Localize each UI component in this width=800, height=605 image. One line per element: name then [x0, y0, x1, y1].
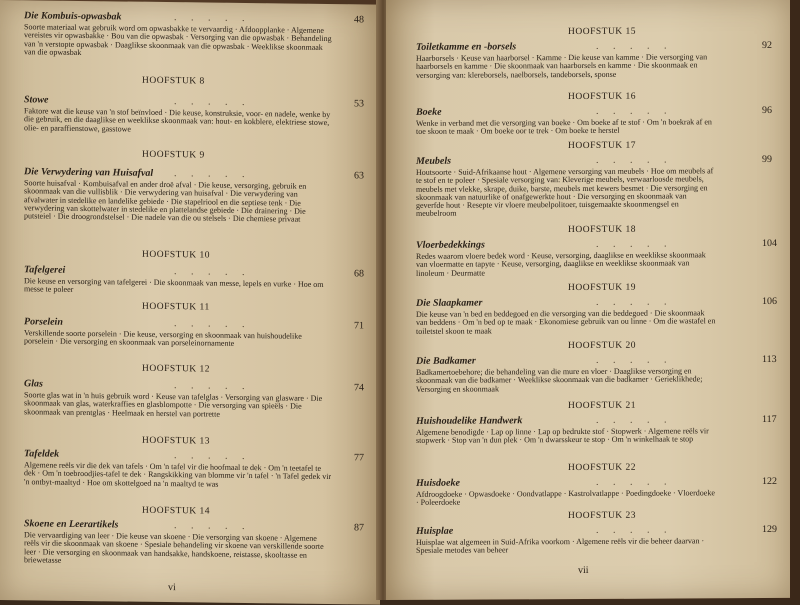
section-summary: Wenke in verband met die versorging van boeke · Om boeke af te stof · Om 'n boekrak af en toe skoon te maak · Om boeke oor te trek · Om boeke te herstel	[416, 117, 712, 137]
section-summary: Faktore wat die keuse van 'n stof beïnvloed · Die keuse, konstruksie, voor- en nadele, wenke by die gebruik, en die daaglikse en weeklikse skoonmaak van: hout- en kokblere, elektriese stowe, olie- en paraffienstowe, gasstowe	[24, 106, 331, 134]
toc-entry	[416, 523, 777, 556]
toc-entry	[24, 166, 364, 224]
folio-right: vii	[578, 564, 589, 576]
page-number: 68	[354, 268, 364, 280]
page-number: 77	[354, 452, 364, 464]
page-number: 122	[762, 475, 777, 488]
chapter-heading: HOOFSTUK 21	[568, 400, 637, 412]
chapter-heading: HOOFSTUK 17	[568, 140, 637, 152]
toc-entry	[24, 448, 364, 490]
leader-dots: . . . . .	[596, 296, 673, 308]
folio-left: vi	[168, 582, 176, 594]
section-title: Skoene en Leerartikels	[24, 518, 119, 531]
chapter-heading: HOOFSTUK 15	[568, 26, 637, 38]
chapter-heading: HOOFSTUK 9	[142, 149, 205, 161]
section-summary: Die keuse en versorging van tafelgerei · Die skoonmaak van messe, lepels en vurke · Hoe om messe te poleer	[24, 276, 324, 295]
toc-entry	[24, 10, 364, 60]
chapter-heading: HOOFSTUK 11	[142, 301, 210, 313]
section-title: Tafeldek	[24, 448, 60, 460]
section-summary: Houtsoorte · Suid-Afrikaanse hout · Algemene versorging van meubels · Hoe om meubels af te stof en te poleer · Spesiale versorging van: Kleverige meubels, verwaarloosde meubels, meubels met vlekke, skrape, duike, barste, meubels met kewers besmet · Die versorging en skoonmaak van natuurlike of onafgewerkte hout · Die versorging en skoonmaak van geverfde hout · Resepte vir vloere meubelpolitoer, tuisgemaakte skoonmengsel en meubelroom	[416, 166, 714, 219]
page-number: 104	[762, 237, 777, 250]
toc-entry	[416, 295, 777, 336]
chapter-heading: HOOFSTUK 10	[142, 249, 211, 261]
chapter-heading: HOOFSTUK 18	[568, 224, 637, 236]
page-number: 92	[762, 39, 772, 52]
toc-entry	[416, 353, 777, 394]
chapter-heading: HOOFSTUK 12	[142, 363, 211, 375]
page-number: 63	[354, 170, 364, 182]
section-title: Meubels	[416, 155, 451, 167]
leader-dots: . . . . .	[174, 266, 251, 279]
section-title: Porselein	[24, 316, 63, 328]
toc-entry	[24, 518, 364, 568]
toc-entry	[416, 237, 777, 278]
leader-dots: . . . . .	[174, 520, 251, 533]
chapter-heading: HOOFSTUK 22	[568, 462, 637, 474]
toc-entry	[416, 153, 772, 219]
section-summary: Redes waarom vloere bedek word · Keuse, versorging, daaglikse en weeklikse skoonmaak van vloermatte en tapyte · Keuse, versorging, daaglikse en weeklikse skoonmaak van linoleum · Deurmatte	[416, 250, 706, 278]
section-summary: Die vervaardiging van leer · Die keuse van skoene · Die versorging van skoene · Algemene reëls vir die skoonmaak van skoene · Spesiale behandeling vir skoene van verskillende soorte leer · Die versorging en skoonmaak van handsakke, handskoene, reistasse, skooltasse en briewetasse	[24, 530, 324, 565]
page-number: 106	[762, 295, 777, 308]
leader-dots: . . . . .	[174, 380, 251, 393]
leader-dots: . . . . .	[596, 105, 673, 117]
left-page	[0, 0, 380, 605]
section-summary: Afdroogdoeke · Opwasdoeke · Oondvatlappe · Kastrolvatlappe · Poedingdoeke · Vloerdoeke · Poleerdoeke	[416, 488, 715, 508]
section-summary: Algemene benodigde · Lap op linne · Lap op bedrukte stof · Stopwerk · Algemene reëls vir stopwerk · Stop van 'n dun plek · Om 'n dwarsskeur te stop · Om 'n winkelhaak te stop	[416, 426, 709, 446]
leader-dots: . . . . .	[596, 414, 673, 426]
right-page	[386, 0, 790, 600]
section-title: Die Badkamer	[416, 355, 476, 367]
section-summary: Haarborsels · Keuse van haarborsel · Kamme · Die keuse van kamme · Die versorging van haarborsels en kamme · Die skoonmaak van haarborsels en kamme · Die skoonmaak en versorging van: klereborsels, naelborsels, tandeborsels, sponse	[416, 52, 708, 80]
chapter-heading: HOOFSTUK 20	[568, 340, 637, 352]
page-number: 71	[354, 320, 364, 332]
chapter-heading: HOOFSTUK 8	[142, 75, 205, 87]
leader-dots: . . . . .	[596, 476, 673, 488]
toc-entry	[24, 316, 364, 349]
section-title: Huisdoeke	[416, 477, 460, 489]
leader-dots: . . . . .	[596, 524, 673, 536]
leader-dots: . . . . .	[174, 450, 251, 463]
section-title: Die Kombuis-opwasbak	[24, 10, 122, 23]
toc-entry	[416, 475, 777, 508]
leader-dots: . . . . .	[174, 168, 251, 181]
section-title: Huisplae	[416, 525, 454, 537]
chapter-heading: HOOFSTUK 23	[568, 510, 637, 522]
page-number: 113	[762, 353, 777, 366]
page-number: 87	[354, 522, 364, 534]
leader-dots: . . . . .	[174, 96, 251, 109]
page-number: 53	[354, 98, 364, 110]
toc-entry	[24, 264, 364, 297]
section-title: Vloerbedekkings	[416, 239, 485, 251]
section-summary: Soorte glas wat in 'n huis gebruik word · Keuse van tafelglas · Versorging van glasware · Die skoonmaak van glas, waterkraffies en glasblompotte · Die versorging van spieëls · Die skoonmaak van prentglas · Heelmaak en herstel van portrette	[24, 390, 323, 419]
chapter-heading: HOOFSTUK 14	[142, 505, 211, 517]
leader-dots: . . . . .	[596, 238, 673, 250]
toc-entry	[416, 39, 772, 80]
section-summary: Algemene reëls vir die dek van tafels · Om 'n tafel vir die hoofmaal te dek · Om 'n teetafel te dek · Om 'n toebroodjies-tafel te dek · Rangskikking van blomme vir 'n tafel · 'n Tafel gedek vir 'n ontbyt-maaltyd · Hoe om skottelgoed na 'n maaltyd te was	[24, 460, 332, 489]
section-title: Huishoudelike Handwerk	[416, 415, 523, 427]
section-summary: Soorte materiaal wat gebruik word om opwasbakke te vervaardig · Afdoopplanke · Algemene vereistes vir opwasbakke · Bou van die opwasbak · Versorging van die opwasbak · Behandeling van 'n verstopte opwasbak · Daaglikse skoonmaak van die opwasbak · Weeklikse skoonmaak van die opwasbak	[24, 22, 332, 57]
page-number: 117	[762, 413, 777, 426]
page-number: 48	[354, 14, 364, 26]
section-title: Boeke	[416, 106, 442, 118]
leader-dots: . . . . .	[596, 354, 673, 366]
section-summary: Huisplae wat algemeen in Suid-Afrika voorkom · Algemene reëls vir die beheer daarvan · Spesiale metodes van beheer	[416, 536, 705, 556]
chapter-heading: HOOFSTUK 19	[568, 282, 637, 294]
section-title: Toiletkamme en -borsels	[416, 41, 517, 53]
section-title: Glas	[24, 378, 43, 390]
toc-entry	[24, 378, 364, 420]
page-number: 96	[762, 104, 772, 117]
section-title: Die Slaapkamer	[416, 297, 483, 309]
leader-dots: . . . . .	[596, 40, 673, 52]
section-title: Die Verwydering van Huisafval	[24, 166, 154, 179]
chapter-heading: HOOFSTUK 13	[142, 435, 211, 447]
section-summary: Verskillende soorte porselein · Die keuse, versorging en skoonmaak van huishoudelike porselein · Die versorging en skoonmaak van porseleinornamente	[24, 328, 302, 349]
leader-dots: . . . . .	[596, 154, 673, 166]
section-title: Stowe	[24, 94, 49, 106]
section-summary: Soorte huisafval · Kombuisafval en ander droë afval · Die keuse, versorging, gebruik en skoonmaak van die vullisblik · Die verwydering van huisafval · Die verwydering van afvalwater in stedelike en landelike gebiede · Die stapelriool en die septiese tenk · Die verwydering van skottelwater in stedelike en plattelandse gebiede · Die drainering · Die putsteiel · Die droogrondstelsel · Die nadele van die ou stelsels · Die chemiese privaat	[24, 178, 307, 224]
section-summary: Badkamertoebehore; die behandeling van die mure en vloer · Daaglikse versorging en skoonmaak van die badkamer · Weeklikse skoonmaak van die badkamer · Gerieklikhede; Versorging en skoonmaak	[416, 366, 703, 394]
section-summary: Die keuse van 'n bed en beddegoed en die versorging van die beddegoed · Die skoonmaak van beddens · Om 'n bed op te maak · Ekonomiese gebruik van ou linne · Om die wastafel en toiletstel skoon te maak	[416, 308, 716, 336]
chapter-heading: HOOFSTUK 16	[568, 91, 637, 103]
toc-entry	[24, 94, 364, 136]
page-number: 99	[762, 153, 772, 166]
page-number: 129	[762, 523, 777, 536]
toc-entry	[416, 413, 777, 446]
leader-dots: . . . . .	[174, 318, 251, 331]
section-title: Tafelgerei	[24, 264, 66, 276]
page-number: 74	[354, 382, 364, 394]
leader-dots: . . . . .	[174, 12, 251, 25]
toc-entry	[416, 104, 772, 137]
